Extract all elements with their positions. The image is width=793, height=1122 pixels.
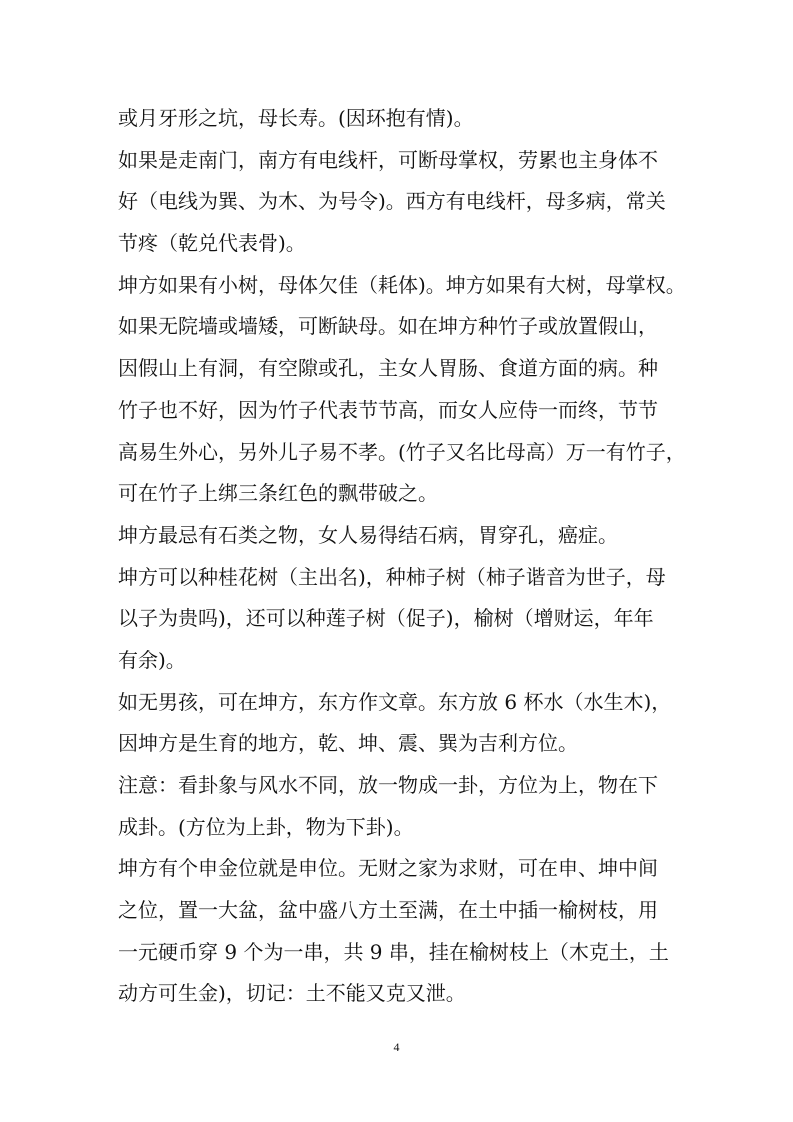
text-line: 或月牙形之坑，母长寿。(因环抱有情)。 — [118, 106, 474, 130]
text-line: 节疼（乾兑代表骨)。 — [118, 231, 306, 256]
text-line: 坤方有个申金位就是申位。无财之家为求财，可在申、坤中间 — [118, 856, 658, 881]
text-line: 如果是走南门，南方有电线杆，可断母掌权，劳累也主身体不 — [118, 147, 658, 172]
text-line: 因假山上有洞，有空隙或孔，主女人胃肠、食道方面的病。种 — [118, 356, 658, 381]
text-line: 坤方如果有小树，母体欠佳（耗体)。坤方如果有大树，母掌权。 — [118, 272, 686, 297]
body-text — [118, 98, 686, 1015]
text-line: 一元硬币穿 9 个为一串，共 9 串，挂在榆树枝上（木克土，土 — [118, 939, 669, 964]
text-line: 因坤方是生育的地方，乾、坤、震、巽为吉利方位。 — [118, 731, 578, 756]
text-line: 如无男孩，可在坤方，东方作文章。东方放 6 杯水（水生木)， — [118, 689, 672, 714]
text-line: 动方可生金)，切记：土不能又克又泄。 — [118, 981, 466, 1006]
text-line: 可在竹子上绑三条红色的飘带破之。 — [118, 481, 438, 506]
text-line: 注意：看卦象与风水不同，放一物成一卦，方位为上，物在下 — [118, 773, 658, 797]
text-line: 坤方最忌有石类之物，女人易得结石病，胃穿孔，癌症。 — [118, 522, 618, 547]
text-line: 好（电线为巽、为木、为号令)。西方有电线杆，母多病，常关 — [118, 189, 666, 214]
text-line: 高易生外心，另外儿子易不孝。(竹子又名比母高）万一有竹子， — [118, 439, 686, 464]
text-line: 如果无院墙或墙矮，可断缺母。如在坤方种竹子或放置假山， — [118, 314, 658, 339]
text-line: 坤方可以种桂花树（主出名)，种柿子树（柿子谐音为世子，母 — [118, 564, 666, 589]
text-line: 以子为贵吗)，还可以种莲子树（促子)，榆树（增财运，年年 — [118, 606, 654, 631]
text-line: 竹子也不好，因为竹子代表节节高，而女人应侍一而终，节节 — [118, 397, 658, 422]
text-line: 有余)。 — [118, 647, 186, 672]
text-line: 成卦。(方位为上卦，物为下卦)。 — [118, 814, 414, 839]
page-number: 4 — [393, 1040, 400, 1054]
text-line: 之位，置一大盆，盆中盛八方土至满，在土中插一榆树枝，用 — [118, 898, 658, 923]
